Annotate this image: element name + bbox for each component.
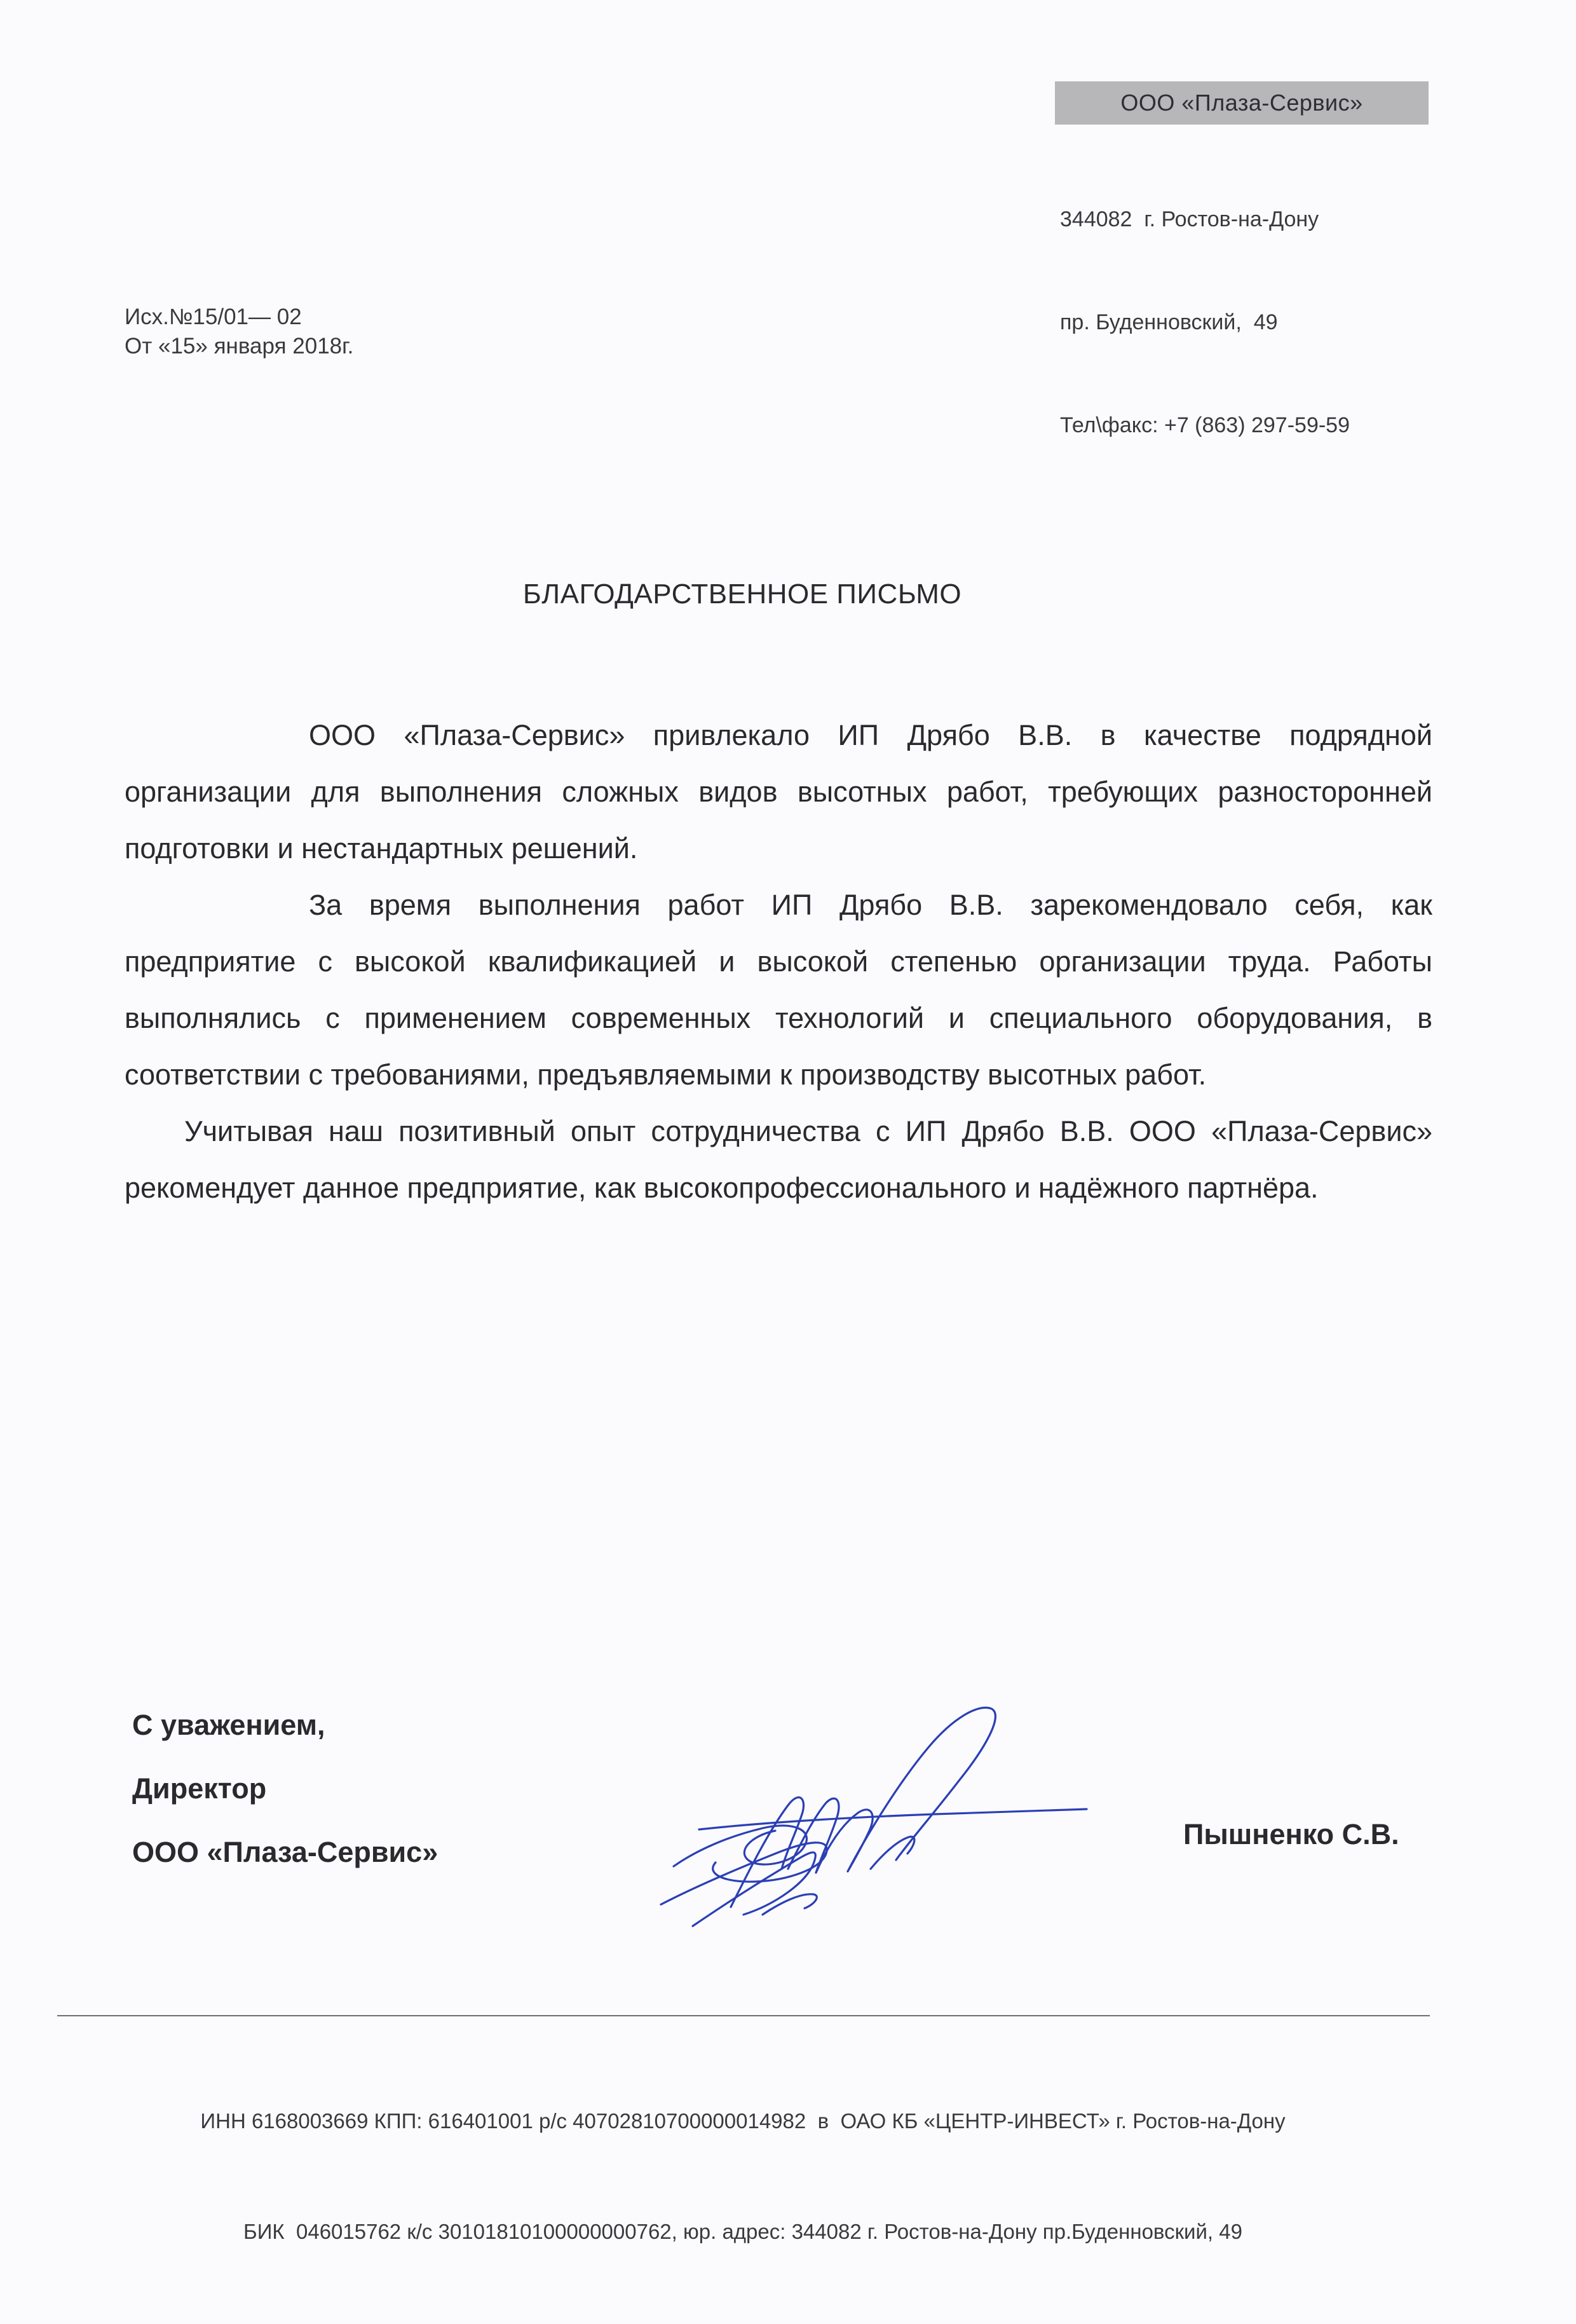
body-paragraph: За время выполнения работ ИП Дрябо В.В. зарекомендовало себя, как предприятие с высокой квалификацией и высокой степенью организации труда. Работы выполнялись с применением современных технологий и специального оборудования, в соответствии с требованиями, предъявляемыми к производству высотных работ. xyxy=(125,889,1432,1091)
letter-body xyxy=(125,707,1432,1216)
address-city-line: 344082 г. Ростов-на-Дону xyxy=(1060,207,1319,231)
company-address xyxy=(1060,133,1350,511)
signature-strokes xyxy=(661,1707,1087,1926)
outgoing-reference xyxy=(125,303,353,361)
body-paragraph: Учитывая наш позитивный опыт сотрудничества с ИП Дрябо В.В. ООО «Плаза-Сервис» рекомендует данное предприятие, как высокопрофессионального и надёжного партнёра. xyxy=(125,1115,1432,1204)
company-name-banner xyxy=(1055,81,1429,125)
bank-details xyxy=(0,2029,1486,2324)
body-paragraph: ООО «Плаза-Сервис» привлекало ИП Дрябо В.В. в качестве подрядной организации для выполнения сложных видов высотных работ, требующих разносторонней подготовки и нестандартных решений. xyxy=(125,719,1432,865)
closing-position: Директор xyxy=(132,1772,267,1805)
signer-name: Пышненко С.В. xyxy=(1183,1818,1399,1850)
document-title: БЛАГОДАРСТВЕННОЕ ПИСЬМО xyxy=(522,578,962,610)
bank-details-line: БИК 046015762 к/с 30101810100000000762, юр. адрес: 344082 г. Ростов-на-Дону пр.Буденновский, 49 xyxy=(243,2220,1242,2243)
reference-number: Исх.№15/01— 02 xyxy=(125,304,302,329)
closing-regards: С уважением, xyxy=(132,1709,325,1741)
closing-organization: ООО «Плаза-Сервис» xyxy=(132,1836,438,1868)
address-street-line: пр. Буденновский, 49 xyxy=(1060,310,1278,334)
company-name: ООО «Плаза-Сервис» xyxy=(1120,90,1363,116)
footer-divider xyxy=(57,2015,1430,2016)
reference-date: От «15» января 2018г. xyxy=(125,334,354,359)
address-phone-line: Тел\факс: +7 (863) 297-59-59 xyxy=(1060,413,1350,437)
closing-block xyxy=(132,1693,438,1884)
handwritten-signature xyxy=(655,1678,1099,1964)
bank-details-line: ИНН 6168003669 КПП: 616401001 р/с 40702810700000014982 в ОАО КБ «ЦЕНТР-ИНВЕСТ» г. Ростов-на-Дону xyxy=(200,2109,1286,2133)
